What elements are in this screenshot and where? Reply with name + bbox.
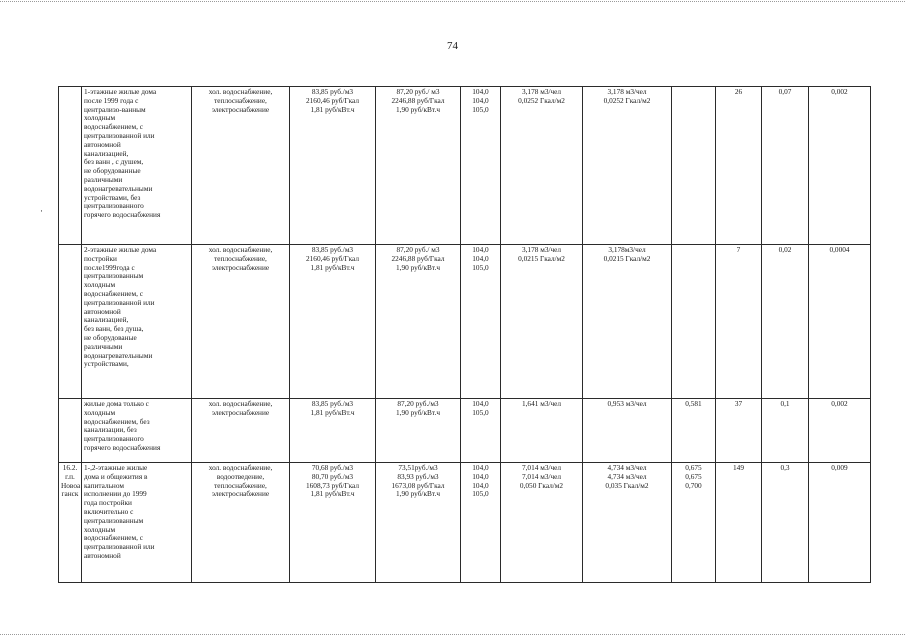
scan-edge-top [0, 1, 905, 2]
value-1-cell: 0,02 [762, 245, 809, 399]
tariff-2-cell: 87,20 руб./ м3 2246,88 руб/Гкал 1,90 руб/кВт.ч [376, 87, 461, 245]
index-cell: 104,0 104,0 105,0 [461, 87, 501, 245]
coefficient-cell: 0,675 0,675 0,700 [672, 463, 716, 583]
norm-1-cell: 1,641 м3/чел [501, 399, 583, 463]
description-cell: 1-этажные жилые дома после 1999 года с централизо-ванным холодным водоснабжением, с централизованной или автономной канализацией, без ванн , с душем, не оборудованные различными водонагревательными устройствами, без централизованного горячего водоснабжения [82, 87, 192, 245]
table-row [59, 245, 871, 399]
table-row [59, 463, 871, 583]
stray-mark: · [40, 206, 43, 216]
tariff-1-cell: 70,68 руб./м3 80,70 руб./м3 1608,73 руб/Гкал 1,81 руб/кВт.ч [290, 463, 376, 583]
row-code-cell [59, 87, 82, 245]
count-cell: 7 [716, 245, 762, 399]
tariff-1-cell: 83,85 руб./м3 2160,46 руб/Гкал 1,81 руб/кВт.ч [290, 87, 376, 245]
count-cell: 149 [716, 463, 762, 583]
description-cell: жилые дома только с холодным водоснабжением, без канализации, без централизованного горячего водоснабжения [82, 399, 192, 463]
norm-1-cell: 3,178 м3/чел 0,0252 Гкал/м2 [501, 87, 583, 245]
value-2-cell: 0,009 [809, 463, 871, 583]
row-code-cell: 16.2. г.п. Новоа ганск [59, 463, 82, 583]
coefficient-cell [672, 87, 716, 245]
value-2-cell: 0,002 [809, 399, 871, 463]
norm-2-cell: 4,734 м3/чел 4,734 м3/чел 0,035 Гкал/м2 [583, 463, 672, 583]
tariff-2-cell: 87,20 руб./м3 1,90 руб/кВт.ч [376, 399, 461, 463]
value-1-cell: 0,1 [762, 399, 809, 463]
services-cell: хол. водоснабжение, водоотведение, теплоснабжение, электроснабжение [192, 463, 290, 583]
value-2-cell: 0,0004 [809, 245, 871, 399]
count-cell: 37 [716, 399, 762, 463]
norm-2-cell: 0,953 м3/чел [583, 399, 672, 463]
value-1-cell: 0,3 [762, 463, 809, 583]
index-cell: 104,0 104,0 105,0 [461, 245, 501, 399]
value-1-cell: 0,07 [762, 87, 809, 245]
services-cell: хол. водоснабжение, теплоснабжение, электроснабжение [192, 245, 290, 399]
description-cell: 1-,2-этажные жилые дома и общежития в капитальном исполнении до 1999 года постройки включительно с централизованным холодным водоснабжением, с централизованной или автономной [82, 463, 192, 583]
services-cell: хол. водоснабжение, электроснабжение [192, 399, 290, 463]
tariff-2-cell: 73,51руб./м3 83,93 руб./м3 1673,08 руб/Гкал 1,90 руб/кВт.ч [376, 463, 461, 583]
norm-1-cell: 7,014 м3/чел 7,014 м3/чел 0,050 Гкал/м2 [501, 463, 583, 583]
count-cell: 26 [716, 87, 762, 245]
tariff-1-cell: 83,85 руб./м3 1,81 руб/кВт.ч [290, 399, 376, 463]
table-row [59, 87, 871, 245]
norm-1-cell: 3,178 м3/чел 0,0215 Гкал/м2 [501, 245, 583, 399]
row-code-cell [59, 399, 82, 463]
value-2-cell: 0,002 [809, 87, 871, 245]
services-cell: хол. водоснабжение, теплоснабжение, электроснабжение [192, 87, 290, 245]
scan-edge-bottom [0, 634, 905, 635]
tariff-1-cell: 83,85 руб./м3 2160,46 руб/Гкал 1,81 руб/кВт.ч [290, 245, 376, 399]
tariff-table [58, 86, 871, 583]
description-cell: 2-этажные жилые дома постройки после1999года с централизованным холодным водоснабжением, с централизованной или автономной канализацией, без ванн, без душа, не оборудованые различными водонагревательными устройствами, [82, 245, 192, 399]
table-row [59, 399, 871, 463]
norm-2-cell: 3,178 м3/чел 0,0252 Гкал/м2 [583, 87, 672, 245]
coefficient-cell: 0,581 [672, 399, 716, 463]
index-cell: 104,0 104,0 104,0 105,0 [461, 463, 501, 583]
row-code-cell [59, 245, 82, 399]
coefficient-cell [672, 245, 716, 399]
page-number: 74 [447, 40, 458, 52]
tariff-2-cell: 87,20 руб./ м3 2246,88 руб/Гкал 1,90 руб/кВт.ч [376, 245, 461, 399]
index-cell: 104,0 105,0 [461, 399, 501, 463]
norm-2-cell: 3,178м3/чел 0,0215 Гкал/м2 [583, 245, 672, 399]
